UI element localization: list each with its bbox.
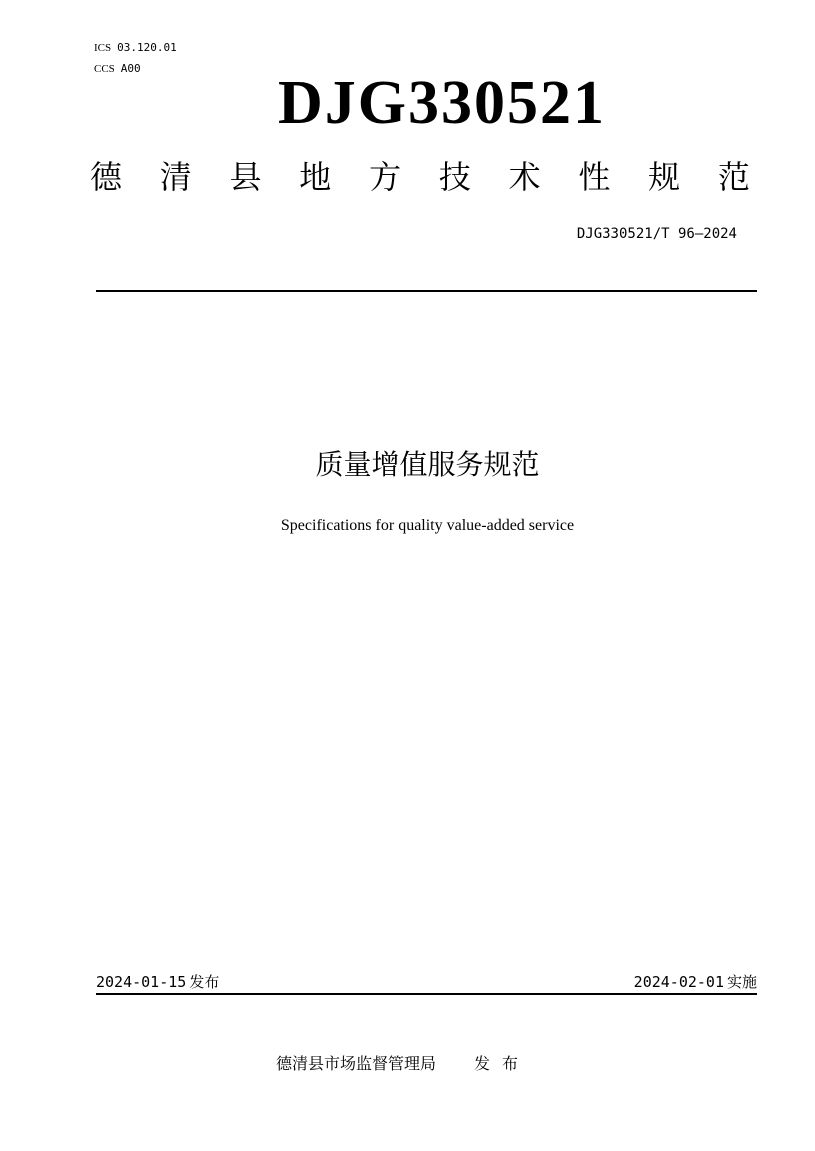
- ics-value: 03.120.01: [117, 41, 177, 54]
- ccs-value: A00: [120, 62, 141, 75]
- ics-classification: [94, 41, 177, 55]
- implementation-date-value: 2024-02-01: [633, 973, 724, 991]
- issue-date-label: 发布: [189, 973, 220, 991]
- standard-code: DJG330521: [278, 69, 606, 137]
- publisher: [276, 1052, 530, 1076]
- document-title-english: Specifications for quality value-added service: [280, 517, 575, 534]
- document-title-chinese: 质量增值服务规范: [315, 448, 540, 481]
- issue-date-value: 2024-01-15: [96, 973, 187, 991]
- standard-number: DJG330521/T 96—2024: [576, 226, 737, 242]
- top-divider: [96, 290, 757, 292]
- publisher-name: 德清县市场监督管理局: [276, 1054, 437, 1073]
- issue-date: [96, 972, 219, 992]
- publisher-action: 发布: [474, 1054, 531, 1073]
- ccs-label: CCS: [94, 63, 115, 75]
- standard-type-char: 方: [369, 158, 402, 196]
- implementation-date: [634, 972, 757, 992]
- bottom-divider: [96, 993, 757, 995]
- implementation-date-label: 实施: [726, 973, 757, 991]
- standard-type-char: 德: [90, 158, 123, 196]
- standard-type-title: [90, 154, 750, 200]
- standard-type-char: 术: [508, 158, 541, 196]
- standard-type-char: 范: [717, 158, 750, 196]
- standard-type-char: 清: [159, 158, 192, 196]
- standard-type-char: 规: [648, 158, 681, 196]
- ics-label: ICS: [94, 42, 112, 54]
- ccs-classification: [94, 62, 141, 76]
- standard-type-char: 地: [299, 158, 332, 196]
- standard-type-char: 技: [438, 158, 471, 196]
- standard-type-char: 性: [578, 158, 611, 196]
- standard-type-char: 县: [229, 158, 262, 196]
